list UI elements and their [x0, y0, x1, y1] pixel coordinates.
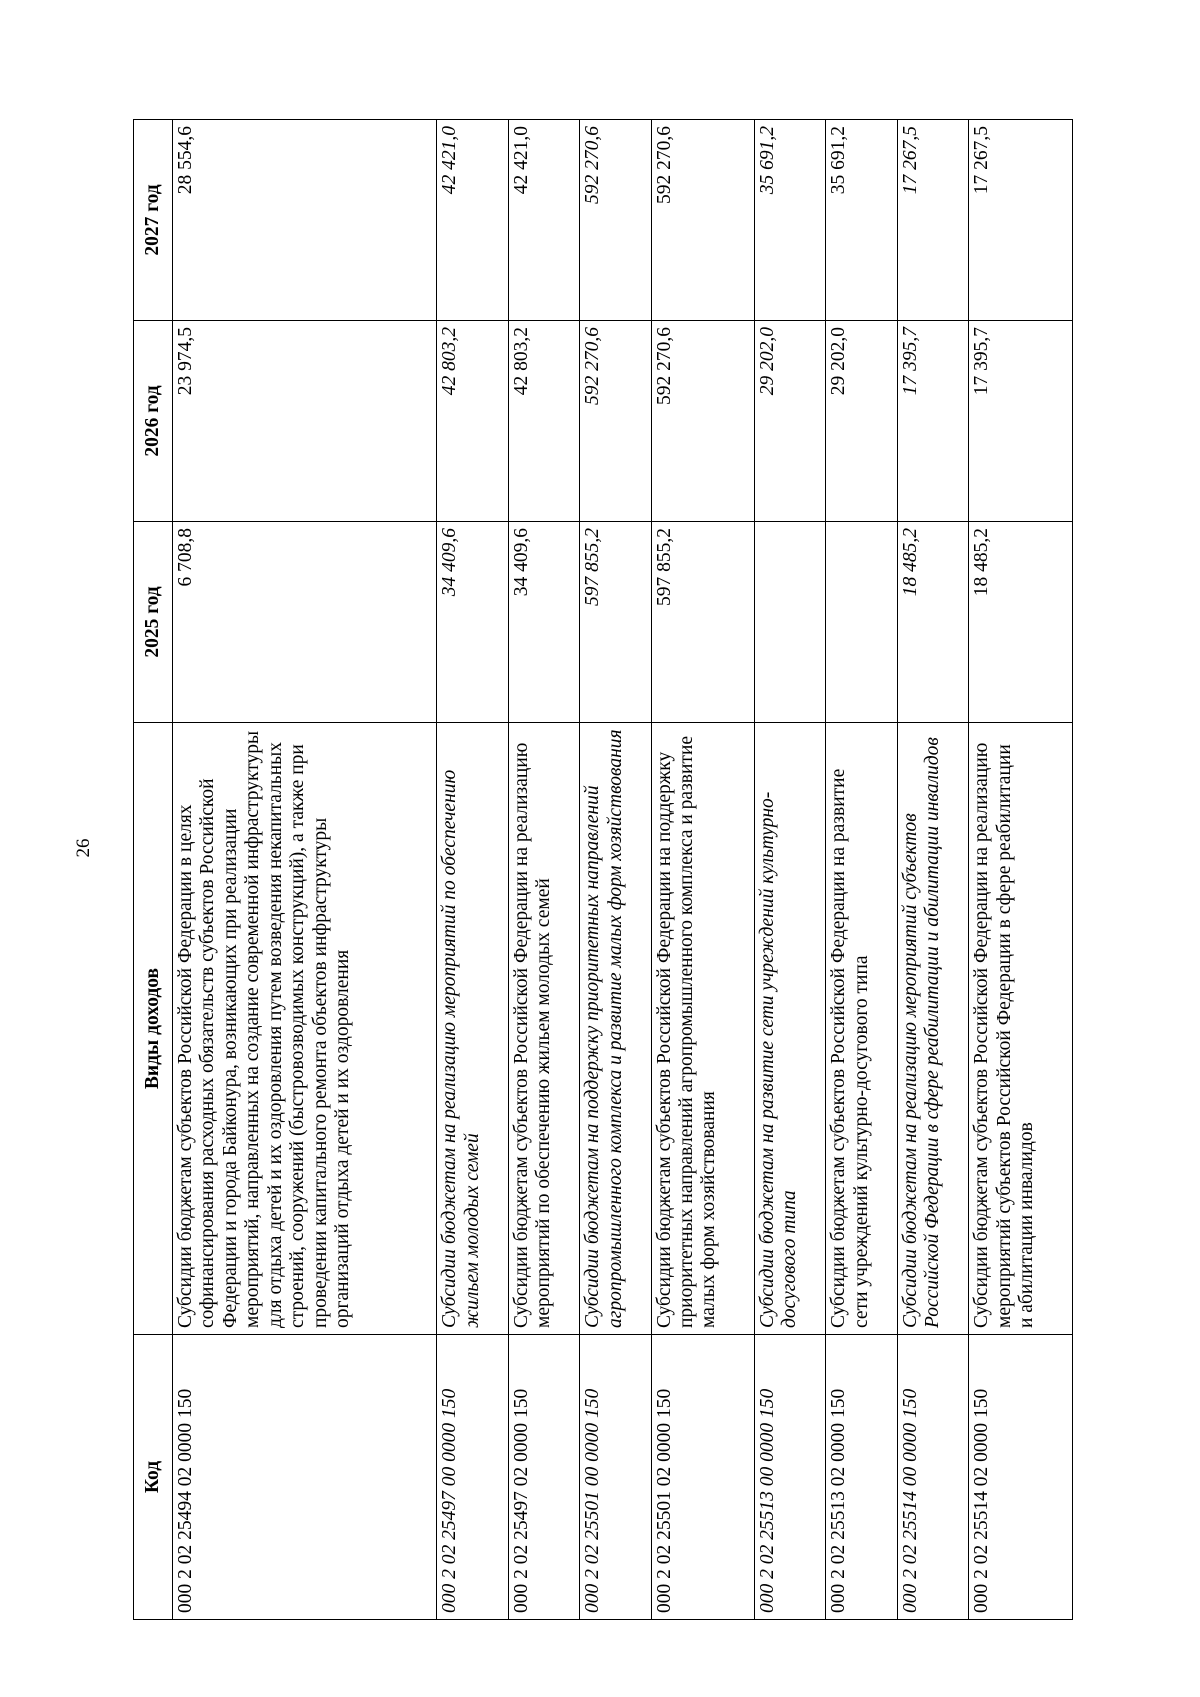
row-value-2025: 18 485,2 [897, 522, 968, 723]
table-row [508, 120, 579, 1620]
row-value-2026: 42 803,2 [437, 321, 508, 522]
row-name: Субсидии бюджетам субъектов Российской Федерации на реализацию мероприятий по обеспечению жильем молодых семей [508, 723, 579, 1335]
row-value-2025: 34 409,6 [437, 522, 508, 723]
header-2026: 2026 год [134, 321, 173, 522]
row-code: 000 2 02 25501 00 0000 150 [580, 1335, 651, 1620]
row-value-2025 [826, 522, 897, 723]
table-header-row [134, 120, 173, 1620]
table-row [969, 120, 1073, 1620]
row-value-2026: 29 202,0 [755, 321, 826, 522]
row-name: Субсидии бюджетам на развитие сети учреждений культурно-досугового типа [755, 723, 826, 1335]
table-row [173, 120, 437, 1620]
header-2027: 2027 год [134, 120, 173, 321]
row-value-2025: 6 708,8 [173, 522, 437, 723]
header-name: Виды доходов [134, 723, 173, 1335]
row-value-2025 [755, 522, 826, 723]
row-value-2026: 42 803,2 [508, 321, 579, 522]
row-value-2025: 34 409,6 [508, 522, 579, 723]
row-value-2027: 17 267,5 [969, 120, 1073, 321]
row-code: 000 2 02 25514 02 0000 150 [969, 1335, 1073, 1620]
table-row [651, 120, 755, 1620]
row-value-2027: 35 691,2 [755, 120, 826, 321]
row-code: 000 2 02 25494 02 0000 150 [173, 1335, 437, 1620]
table-row [755, 120, 826, 1620]
header-code: Код [134, 1335, 173, 1620]
row-value-2027: 42 421,0 [508, 120, 579, 321]
row-value-2027: 592 270,6 [580, 120, 651, 321]
row-value-2027: 28 554,6 [173, 120, 437, 321]
row-name: Субсидии бюджетам субъектов Российской Федерации на развитие сети учреждений культурно-досугового типа [826, 723, 897, 1335]
row-value-2027: 592 270,6 [651, 120, 755, 321]
row-name: Субсидии бюджетам на реализацию мероприятий по обеспечению жильем молодых семей [437, 723, 508, 1335]
row-value-2027: 17 267,5 [897, 120, 968, 321]
row-code: 000 2 02 25514 00 0000 150 [897, 1335, 968, 1620]
row-code: 000 2 02 25497 00 0000 150 [437, 1335, 508, 1620]
row-value-2025: 597 855,2 [651, 522, 755, 723]
row-value-2026: 23 974,5 [173, 321, 437, 522]
rotated-table-wrapper [133, 120, 1073, 1620]
table-row [897, 120, 968, 1620]
row-name: Субсидии бюджетам субъектов Российской Федерации на поддержку приоритетных направлений агропромышленного комплекса и развитие малых форм хозяйствования [651, 723, 755, 1335]
row-value-2026: 17 395,7 [969, 321, 1073, 522]
row-value-2025: 597 855,2 [580, 522, 651, 723]
row-value-2027: 35 691,2 [826, 120, 897, 321]
row-code: 000 2 02 25513 02 0000 150 [826, 1335, 897, 1620]
table-row [437, 120, 508, 1620]
row-name: Субсидии бюджетам на поддержку приоритетных направлений агропромышленного комплекса и развитие малых форм хозяйствования [580, 723, 651, 1335]
row-value-2026: 17 395,7 [897, 321, 968, 522]
row-code: 000 2 02 25513 00 0000 150 [755, 1335, 826, 1620]
row-value-2026: 592 270,6 [580, 321, 651, 522]
row-value-2026: 29 202,0 [826, 321, 897, 522]
page-number: 26 [73, 838, 94, 858]
table-row [826, 120, 897, 1620]
row-name: Субсидии бюджетам на реализацию мероприятий субъектов Российской Федерации в сфере реабилитации и абилитации инвалидов [897, 723, 968, 1335]
row-value-2027: 42 421,0 [437, 120, 508, 321]
row-name: Субсидии бюджетам субъектов Российской Федерации на реализацию мероприятий субъектов Российской Федерации в сфере реабилитации и абилитации инвалидов [969, 723, 1073, 1335]
table-row [580, 120, 651, 1620]
row-name: Субсидии бюджетам субъектов Российской Федерации в целях софинансирования расходных обязательств субъектов Российской Федерации и города Байконура, возникающих при реализации мероприятий, направленных на создание современной инфраструктуры для отдыха детей и их оздоровления путем возведения некапитальных строений, сооружений (быстровозводимых конструкций), а также при проведении капитального ремонта объектов инфраструктуры организаций отдыха детей и их оздоровления [173, 723, 437, 1335]
row-code: 000 2 02 25501 02 0000 150 [651, 1335, 755, 1620]
row-value-2026: 592 270,6 [651, 321, 755, 522]
header-2025: 2025 год [134, 522, 173, 723]
row-code: 000 2 02 25497 02 0000 150 [508, 1335, 579, 1620]
row-value-2025: 18 485,2 [969, 522, 1073, 723]
revenue-table [133, 119, 1073, 1620]
